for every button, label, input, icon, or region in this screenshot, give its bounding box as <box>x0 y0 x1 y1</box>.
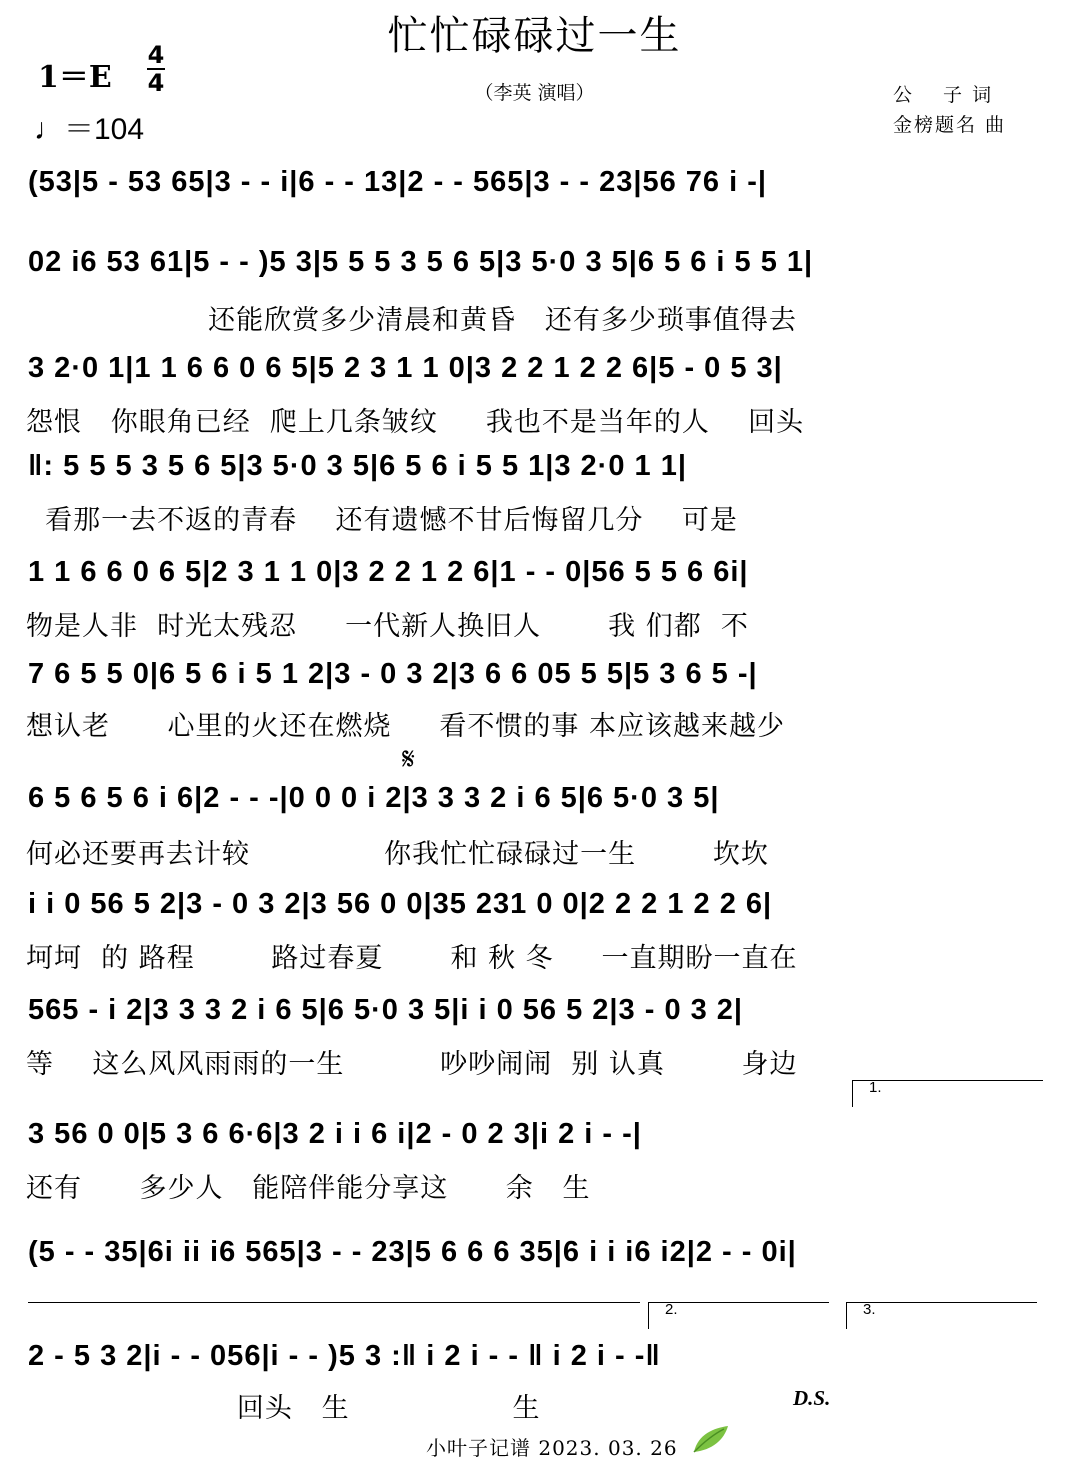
score-line-6-lyrics: 想认老 心里的火还在燃烧 看不惯的事 本应该越来越少 <box>26 711 785 742</box>
volta-1-label: 1. <box>869 1079 882 1096</box>
volta-bracket-3 <box>846 1302 1037 1329</box>
score-line-4-notes: ‖: 5 5 5 3 5 6 5|3 5·0 3 5|6 5 6 i 5 5 1|3 2·0 1 1| <box>28 450 687 482</box>
score-line-10-lyrics: 还有 多少人 能陪伴能分享这 余 生 <box>26 1173 591 1204</box>
segno-mark: 𝄋 <box>402 742 415 777</box>
volta-3-label: 3. <box>863 1301 876 1318</box>
volta-bracket-2 <box>648 1302 829 1329</box>
score-line-12-notes: 2 - 5 3 2|i - - 056|i - - )5 3 :‖ i 2 i - - ‖ i 2 i - -‖ <box>28 1340 661 1372</box>
score-line-2-notes: 02 i6 53 61|5 - - )5 3|5 5 5 3 5 6 5|3 5·0 3 5|6 5 6 i 5 5 1| <box>28 246 814 278</box>
score-line-5-lyrics: 物是人非 时光太残忍 一代新人换旧人 我 们都 不 <box>26 611 749 642</box>
song-title: 忙忙碌碌过一生 <box>387 13 682 59</box>
score-line-2-lyrics: 还能欣赏多少清晨和黄昏 还有多少琐事值得去 <box>26 305 797 336</box>
score-line-5-notes: 1 1 6 6 0 6 5|2 3 1 1 0|3 2 2 1 2 6|1 - - 0|56 5 5 6 6i| <box>28 556 749 588</box>
score-line-7-notes: 6 5 6 5 6 i 6|2 - - -|0 0 0 i 2|3 3 3 2 i 6 5|6 5·0 3 5| <box>28 782 720 814</box>
volta-bracket-1 <box>852 1080 1043 1107</box>
score-line-3-notes: 3 2·0 1|1 1 6 6 0 6 5|5 2 3 1 1 0|3 2 2 1 2 2 6|5 - 0 5 3| <box>28 352 783 384</box>
score-line-10-notes: 3 56 0 0|5 3 6 6·6|3 2 i i 6 i|2 - 0 2 3|i 2 i - -| <box>28 1118 642 1150</box>
score-line-7-lyrics: 何必还要再去计较 你我忙忙碌碌过一生 坎坎 <box>26 839 769 870</box>
score-line-9-lyrics: 等 这么风风雨雨的一生 吵吵闹闹 别 认真 身边 <box>26 1049 798 1080</box>
volta-2-label: 2. <box>665 1301 678 1318</box>
tempo-marking <box>34 104 144 148</box>
score-line-12-lyrics: 回头 生 生 <box>26 1393 541 1424</box>
tempo-value: ＝104 <box>64 113 145 146</box>
quarter-note-icon: ♩ <box>34 113 64 146</box>
score-line-9-notes: 565 - i 2|3 3 3 2 i 6 5|6 5·0 3 5|i i 0 56 5 2|3 - 0 3 2| <box>28 994 744 1026</box>
score-line-8-lyrics: 坷坷 的 路程 路过春夏 和 秋 冬 一直期盼一直在 <box>26 943 798 974</box>
score-line-4-lyrics: 看那一去不返的青春 还有遗憾不甘后悔留几分 可是 <box>26 505 738 536</box>
score-line-3-lyrics: 怨恨 你眼角已经 爬上几条皱纹 我也不是当年的人 回头 <box>26 407 805 438</box>
lyricist-credit: 公 子 词 <box>893 84 994 106</box>
score-line-11-notes: (5 - - 35|6i ii i6 565|3 - - 23|5 6 6 6 35|6 i i i6 i2|2 - - 0i| <box>28 1236 797 1268</box>
leaf-icon <box>690 1424 730 1453</box>
transcriber-footer: 小叶子记谱 2023. 03. 26 <box>426 1436 678 1460</box>
singer-credit: （李英 演唱） <box>474 82 595 104</box>
first-ending-line <box>28 1302 640 1303</box>
dal-segno-mark: D.S. <box>793 1386 831 1410</box>
time-signature-bottom: 4 <box>147 69 165 97</box>
composer-credit: 金榜题名 曲 <box>893 114 1007 136</box>
score-line-1-notes: (53|5 - 53 65|3 - - i|6 - - 13|2 - - 565|3 - - 23|56 76 i -| <box>28 166 767 198</box>
score-line-6-notes: 7 6 5 5 0|6 5 6 i 5 1 2|3 - 0 3 2|3 6 6 05 5 5|5 3 6 5 -| <box>28 658 758 690</box>
score-line-8-notes: i i 0 56 5 2|3 - 0 3 2|3 56 0 0|35 231 0 0|2 2 2 1 2 2 6| <box>28 888 773 920</box>
key-signature: 1＝E <box>38 60 112 95</box>
time-signature-top: 4 <box>147 41 165 69</box>
